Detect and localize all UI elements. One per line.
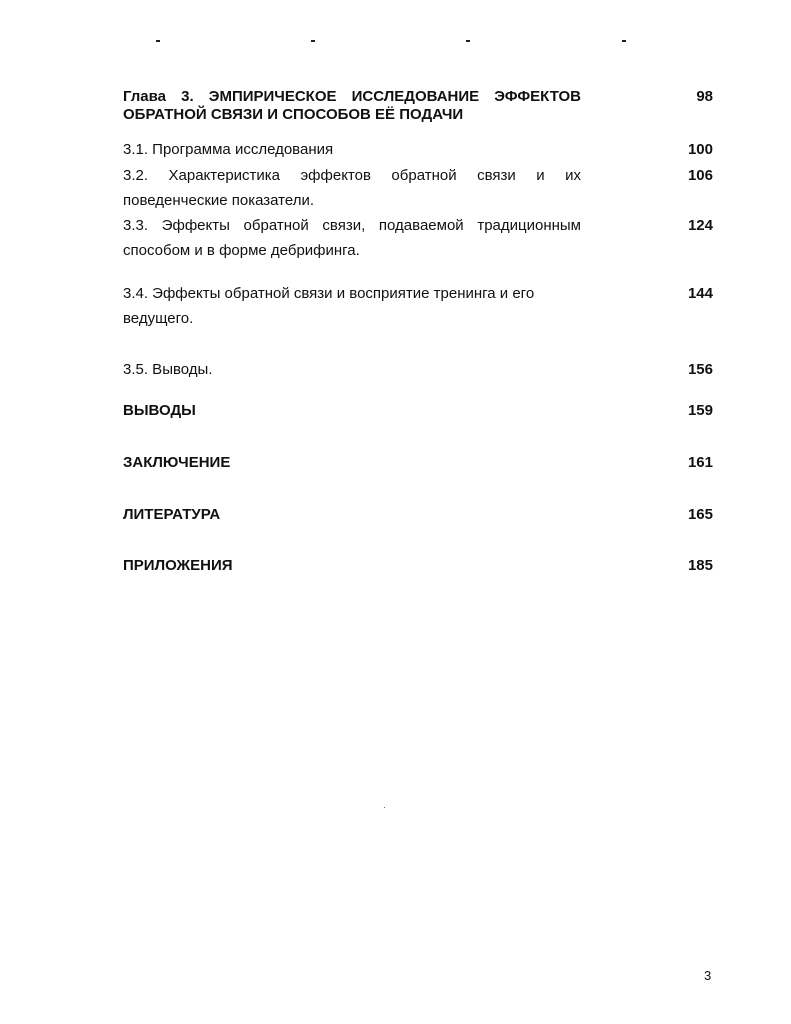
toc-page-number: 165 [687, 506, 713, 523]
toc-major-entry[interactable] [123, 553, 713, 578]
toc-page-number: 100 [687, 141, 713, 158]
toc-section-title: 3.2. Характеристика эффектов обратной связи и их поведенческие показатели. [123, 167, 581, 209]
scan-mark [311, 40, 315, 42]
toc-section-title: 3.1. Программа исследования [123, 141, 334, 158]
scan-marks [0, 38, 791, 44]
toc-section-entry[interactable] [123, 281, 713, 331]
toc-page-number: 161 [687, 454, 713, 471]
toc-page-number: 124 [687, 217, 713, 234]
scan-mark [466, 40, 470, 42]
toc-section-title: 3.5. Выводы. [123, 361, 213, 378]
toc-section-entry[interactable] [123, 163, 713, 213]
scan-speck [384, 807, 385, 808]
toc-page-number: 144 [687, 285, 713, 302]
toc-section-entry[interactable] [123, 213, 713, 263]
toc-chapter-entry[interactable] [123, 88, 713, 124]
scan-mark [156, 40, 160, 42]
toc-major-entry[interactable] [123, 398, 713, 423]
toc-major-title: ПРИЛОЖЕНИЯ [123, 557, 233, 574]
toc-section-entry[interactable] [123, 137, 713, 162]
scan-mark [622, 40, 626, 42]
toc-page-number: 156 [687, 361, 713, 378]
page-number: 3 [704, 968, 712, 983]
toc-major-entry[interactable] [123, 450, 713, 475]
toc-major-title: ВЫВОДЫ [123, 402, 196, 419]
toc-chapter-title: Глава 3. ЭМПИРИЧЕСКОЕ ИССЛЕДОВАНИЕ ЭФФЕКТОВ ОБРАТНОЙ СВЯЗИ И СПОСОБОВ ЕЁ ПОДАЧИ [123, 88, 581, 123]
toc-section-title: 3.4. Эффекты обратной связи и восприятие тренинга и его ведущего. [123, 285, 535, 327]
toc-section-title: 3.3. Эффекты обратной связи, подаваемой традиционным способом и в форме дебрифинга. [123, 217, 581, 259]
toc-major-title: ЛИТЕРАТУРА [123, 506, 221, 523]
toc-page-number: 159 [687, 402, 713, 419]
toc-major-title: ЗАКЛЮЧЕНИЕ [123, 454, 231, 471]
toc-section-entry[interactable] [123, 357, 713, 382]
toc-page-number: 185 [687, 557, 713, 574]
toc-page-number: 106 [687, 167, 713, 184]
toc-page-number: 98 [696, 88, 713, 105]
toc-major-entry[interactable] [123, 502, 713, 527]
